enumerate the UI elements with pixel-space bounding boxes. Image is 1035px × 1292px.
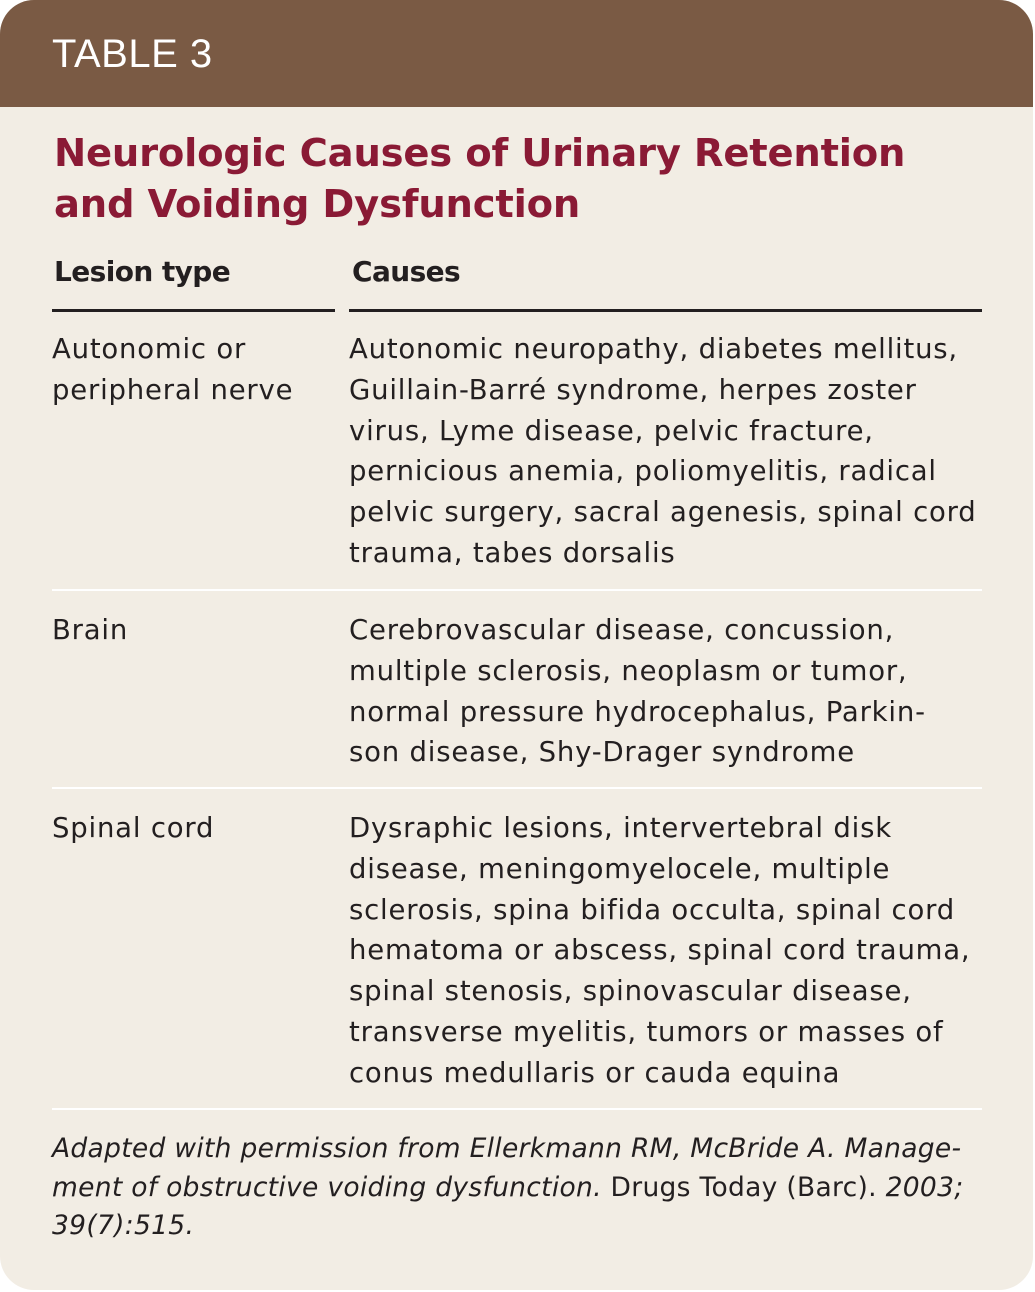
cell-line: multiple sclerosis, neoplasm or tumor, — [349, 654, 908, 687]
table-row-causes-cell — [349, 329, 989, 574]
row-divider — [52, 787, 982, 789]
footnote-line: Adapted with permission from Ellerkmann RM, McBride A. Manage- — [52, 1133, 962, 1164]
footnote-year: 2003; — [885, 1171, 964, 1203]
table-title-line: and Voiding Dysfunction — [54, 182, 581, 227]
table-number-label: TABLE 3 — [52, 32, 213, 76]
cell-line: Dysraphic lesions, intervertebral disk — [349, 812, 892, 844]
cell-line: Autonomic neuropathy, diabetes mellitus, — [349, 333, 958, 365]
cell-line: normal pressure hydrocephalus, Parkin- — [349, 695, 926, 728]
cell-line: peripheral nerve — [52, 373, 294, 406]
row-divider — [52, 1108, 982, 1110]
cell-line: Spinal cord — [52, 812, 215, 844]
row-divider — [52, 589, 982, 591]
cell-line: hematoma or abscess, spinal cord trauma, — [349, 934, 971, 967]
cell-line: pernicious anemia, poliomyelitis, radical — [349, 455, 937, 488]
cell-line: sclerosis, spina bifida occulta, spinal cord — [349, 893, 955, 926]
cell-line: transverse myelitis, tumors or masses of — [349, 1015, 944, 1048]
header-rule-lesion — [52, 309, 335, 312]
cell-line: Brain — [52, 614, 129, 646]
footnote-journal-article: ment of obstructive voiding dysfunction. — [52, 1171, 602, 1203]
footnote-volume: 39(7):515. — [52, 1210, 195, 1241]
header-rule-causes — [349, 309, 982, 312]
table-footnote — [52, 1130, 987, 1246]
cell-line: pelvic surgery, sacral agenesis, spinal cord — [349, 496, 977, 529]
column-header-causes: Causes — [352, 255, 461, 288]
cell-line: son disease, Shy-Drager syndrome — [349, 736, 855, 769]
table-title — [54, 128, 984, 230]
table-row-lesion-cell — [52, 329, 337, 411]
table-row-lesion-cell — [52, 808, 337, 849]
cell-line: trauma, tabes dorsalis — [349, 536, 676, 569]
cell-line: Autonomic or — [52, 333, 247, 365]
cell-line: Guillain-Barré syndrome, herpes zoster — [349, 373, 917, 406]
cell-line: Cerebrovascular disease, concussion, — [349, 614, 895, 646]
cell-line: spinal stenosis, spinovascular disease, — [349, 975, 912, 1008]
cell-line: disease, meningomyelocele, multiple — [349, 852, 891, 885]
table-row-causes-cell — [349, 610, 989, 773]
table-row-lesion-cell — [52, 610, 337, 651]
table-title-line: Neurologic Causes of Urinary Retention — [54, 131, 906, 176]
cell-line: conus medullaris or cauda equina — [349, 1056, 841, 1089]
cell-line: virus, Lyme disease, pelvic fracture, — [349, 414, 874, 447]
table-header-bar — [0, 0, 1033, 107]
table-row-causes-cell — [349, 808, 989, 1094]
footnote-journal-name: Drugs Today (Barc). — [601, 1171, 886, 1203]
column-header-lesion-type: Lesion type — [54, 255, 231, 288]
